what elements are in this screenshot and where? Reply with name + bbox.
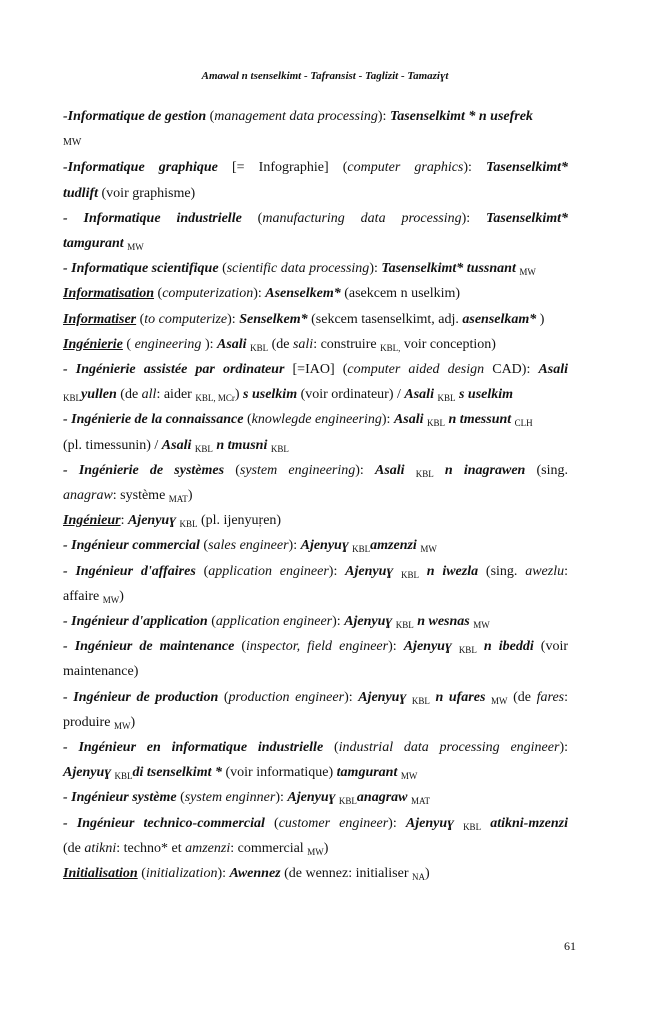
entry-informatique-graphique: -Informatique graphique [= Infographie] (computer graphics): Tasenselkimt* — [63, 160, 568, 176]
entry-ingenierie-assistee: - Ingénierie assistée par ordinateur [=IAO] (computer aided design CAD): Asali — [63, 362, 569, 378]
entry-continuation: tamgurant $_{MW}$ — [63, 236, 144, 253]
entry-ingenieur-application: - Ingénieur d'application (application engineer): Ajenyuɣ $_{KBL}$ n wesnas $_{MW}$ — [63, 614, 490, 631]
entry-ingenieur-informatique-industrielle: - Ingénieur en informatique industrielle (industrial data processing engineer): — [63, 740, 568, 756]
entry-informatique-industrielle: - Informatique industrielle (manufacturing data processing): Tasenselkimt* — [63, 210, 568, 226]
entry-continuation: MW — [63, 137, 82, 149]
entry-ingenierie-connaissance: - Ingénierie de la connaissance (knowlegde engineering): Asali $_{KBL}$ n tmessunt $_{CLH}$ — [63, 412, 533, 429]
entry-initialisation: Initialisation (initialization): Awennez (de wennez: initialiser $_{NA}$) — [63, 866, 430, 883]
entry-ingenierie: Ingénierie ( engineering ): Asali $_{KBL}$ (de sali: construire $_{KBL,}$ voir conception) — [63, 336, 496, 353]
glossary-entries — [63, 104, 568, 886]
entry-continuation: anagraw: système $_{MAT}$) — [63, 488, 193, 505]
entry-ingenieur: Ingénieur: Ajenyuɣ $_{KBL}$ (pl. ijenyuṛen) — [63, 513, 282, 530]
entry-continuation: (de atikni: techno* et amzenzi: commercial $_{MW}$) — [63, 840, 329, 857]
entry-continuation: Ajenyuɣ $_{KBL}$di tsenselkimt * (voir informatique) tamgurant $_{MW}$ — [63, 765, 418, 782]
entry-continuation: tudlift (voir graphisme) — [63, 185, 196, 201]
entry-informatique-de-gestion: -Informatique de gestion (management data processing): Tasenselkimt * n usefrek — [63, 109, 533, 124]
entry-ingenieur-maintenance: - Ingénieur de maintenance (inspector, field engineer): Ajenyuɣ $_{KBL}$ n ibeddi (voir — [63, 639, 568, 656]
entry-continuation: (pl. timessunin) / Asali $_{KBL}$ n tmusni $_{KBL}$ — [63, 437, 289, 454]
entry-continuation: affaire $_{MW}$) — [63, 588, 124, 605]
entry-ingenieur-production: - Ingénieur de production (production engineer): Ajenyuɣ $_{KBL}$ n ufares $_{MW}$ (de fares: — [63, 689, 569, 706]
entry-continuation: $_{KBL}$yullen (de all: aider $_{KBL, MCr}$) s uselkim (voir ordinateur) / Asali $_{KBL}$ s uselkim — [63, 387, 514, 404]
running-header: Amawal n tsenselkimt - Tafransist - Taglizit - Tamaziɣt — [201, 70, 449, 82]
entry-ingenieur-technico-commercial: - Ingénieur technico-commercial (customer engineer): Ajenyuɣ $_{KBL}$ atikni-mzenzi — [63, 815, 569, 832]
entry-ingenierie-systemes: - Ingénierie de systèmes (system engineering): Asali $_{KBL}$ n inagrawen (sing. — [63, 462, 569, 479]
entry-informatisation: Informatisation (computerization): Asenselkem* (asekcem n uselkim) — [63, 286, 461, 302]
entry-continuation: produire $_{MW}$) — [63, 714, 136, 731]
entry-informatique-scientifique: - Informatique scientifique (scientific data processing): Tasenselkimt* tussnant $_{MW}$ — [63, 261, 536, 278]
entry-ingenieur-affaires: - Ingénieur d'affaires (application engineer): Ajenyuɣ $_{KBL}$ n iwezla (sing. awezlu: — [63, 563, 568, 580]
entry-ingenieur-commercial: - Ingénieur commercial (sales engineer): Ajenyuɣ $_{KBL}$amzenzi $_{MW}$ — [63, 538, 437, 555]
page-number: 61 — [564, 939, 576, 953]
entry-continuation: maintenance) — [63, 664, 139, 680]
entry-informatiser: Informatiser (to computerize): Senselkem* (sekcem tasenselkimt, adj. asenselkam* ) — [63, 311, 545, 327]
entry-ingenieur-systeme: - Ingénieur système (system enginner): Ajenyuɣ $_{KBL}$anagraw $_{MAT}$ — [63, 790, 431, 807]
